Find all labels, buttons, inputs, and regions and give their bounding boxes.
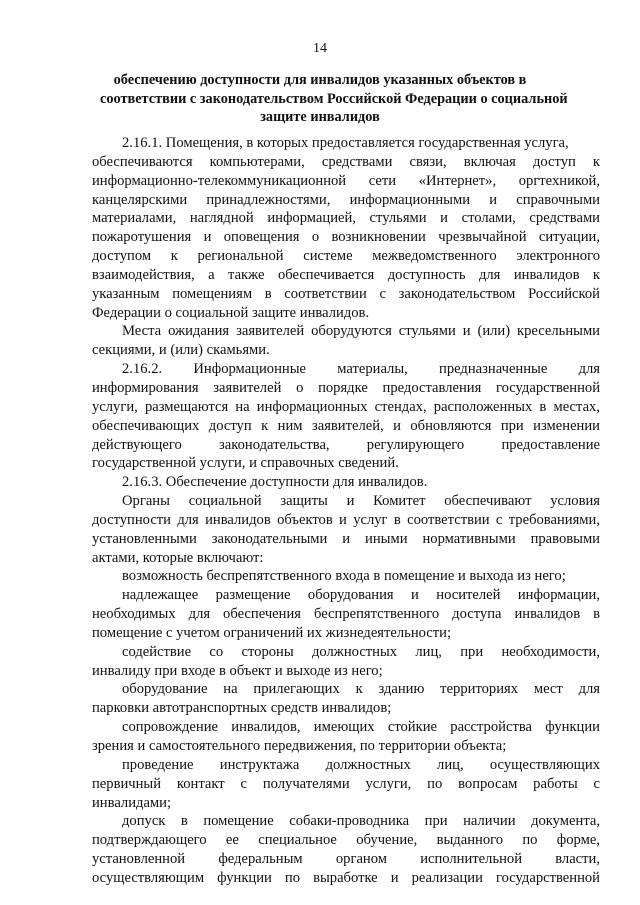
text-line: зрения и самостоятельного передвижения, по территории объекта; (92, 738, 507, 754)
text-line: подтверждающего ее специальное обучение, выданного по форме, (92, 832, 600, 849)
text-line: информационно-телекоммуникационной сети «Интернет», оргтехникой, (92, 172, 600, 189)
text-line: содействие со стороны должностных лиц, при необходимости, (122, 643, 600, 660)
text-line: надлежащее размещение оборудования и носителей информации, (122, 587, 600, 604)
text-line: установленной федеральным органом исполнительной власти, (92, 851, 600, 868)
text-line: проведение инструктажа должностных лиц, осуществляющих (122, 756, 600, 773)
text-line: оборудование на прилегающих к зданию территориях мест для (122, 681, 600, 698)
text-line: Места ожидания заявителей оборудуются стульями и (или) кресельными (122, 323, 600, 340)
text-line: обеспечивающих доступ к ним заявителей, и обновляются при изменении (92, 417, 600, 434)
text-line: взаимодействия, а также обеспечивается доступность для инвалидов к (92, 266, 600, 283)
heading-line: соответствии с законодательством Российской Федерации о социальной (100, 90, 568, 107)
text-line: парковки автотранспортных средств инвалидов; (92, 700, 392, 717)
text-line: указанным помещениям в соответствии с законодательством Российской (92, 285, 600, 302)
text-line: государственной услуги, и справочных сведений. (92, 455, 399, 472)
heading-line: обеспечению доступности для инвалидов указанных объектов в (113, 72, 527, 88)
text-line: инвалиду при входе в объект и выходе из него; (92, 662, 383, 679)
text-line: необходимых для обеспечения беспрепятственного доступа инвалидов в (92, 606, 600, 623)
body-text (92, 134, 600, 888)
text-line: информирования заявителей о порядке предоставления государственной (92, 379, 600, 396)
text-line: Федерации о социальной защите инвалидов. (92, 304, 370, 321)
text-line: материалами, наглядной информацией, стульями и столами, средствами (92, 210, 600, 227)
text-line: установленными законодательными и иными нормативными правовыми (92, 530, 600, 547)
text-line: возможность беспрепятственного входа в помещение и выхода из него; (122, 568, 566, 585)
text-line: канцелярскими принадлежностями, информационными и справочными (92, 191, 600, 208)
text-line: действующего законодательства, регулирующего предоставление (92, 436, 600, 453)
text-line: обеспечиваются компьютерами, средствами связи, включая доступ к (92, 153, 600, 170)
heading-line: защите инвалидов (260, 109, 380, 125)
text-line: пожаротушения и оповещения о возникновении чрезвычайной ситуации, (92, 229, 600, 246)
text-line: сопровождение инвалидов, имеющих стойкие расстройства функции (122, 719, 600, 736)
text-line: осуществляющим функции по выработке и реализации государственной (92, 869, 600, 886)
text-line: Органы социальной защиты и Комитет обеспечивают условия (122, 493, 600, 510)
text-line: 2.16.2. Информационные материалы, предназначенные для (122, 361, 600, 378)
text-line: 2.16.1. Помещения, в которых предоставляется государственная услуга, (122, 135, 569, 151)
text-line: инвалидами; (92, 794, 172, 811)
text-line: первичный контакт с получателями услуги, по вопросам работы с (92, 775, 600, 792)
text-line: доступности для инвалидов объектов и услуг в соответствии с требованиями, (92, 511, 600, 528)
text-line: помещение с учетом ограничений их жизнедеятельности; (92, 624, 452, 641)
text-line: актами, которые включают: (92, 549, 264, 566)
text-line: 2.16.3. Обеспечение доступности для инвалидов. (122, 474, 428, 491)
text-line: услуги, размещаются на информационных стендах, расположенных в местах, (92, 398, 600, 415)
text-line: секциями, и (или) скамьями. (92, 342, 270, 359)
page-number: 14 (313, 41, 327, 56)
text-line: доступом к региональной системе межведомственного электронного (92, 248, 600, 265)
text-line: допуск в помещение собаки-проводника при наличии документа, (122, 813, 600, 830)
section-heading (100, 71, 568, 127)
